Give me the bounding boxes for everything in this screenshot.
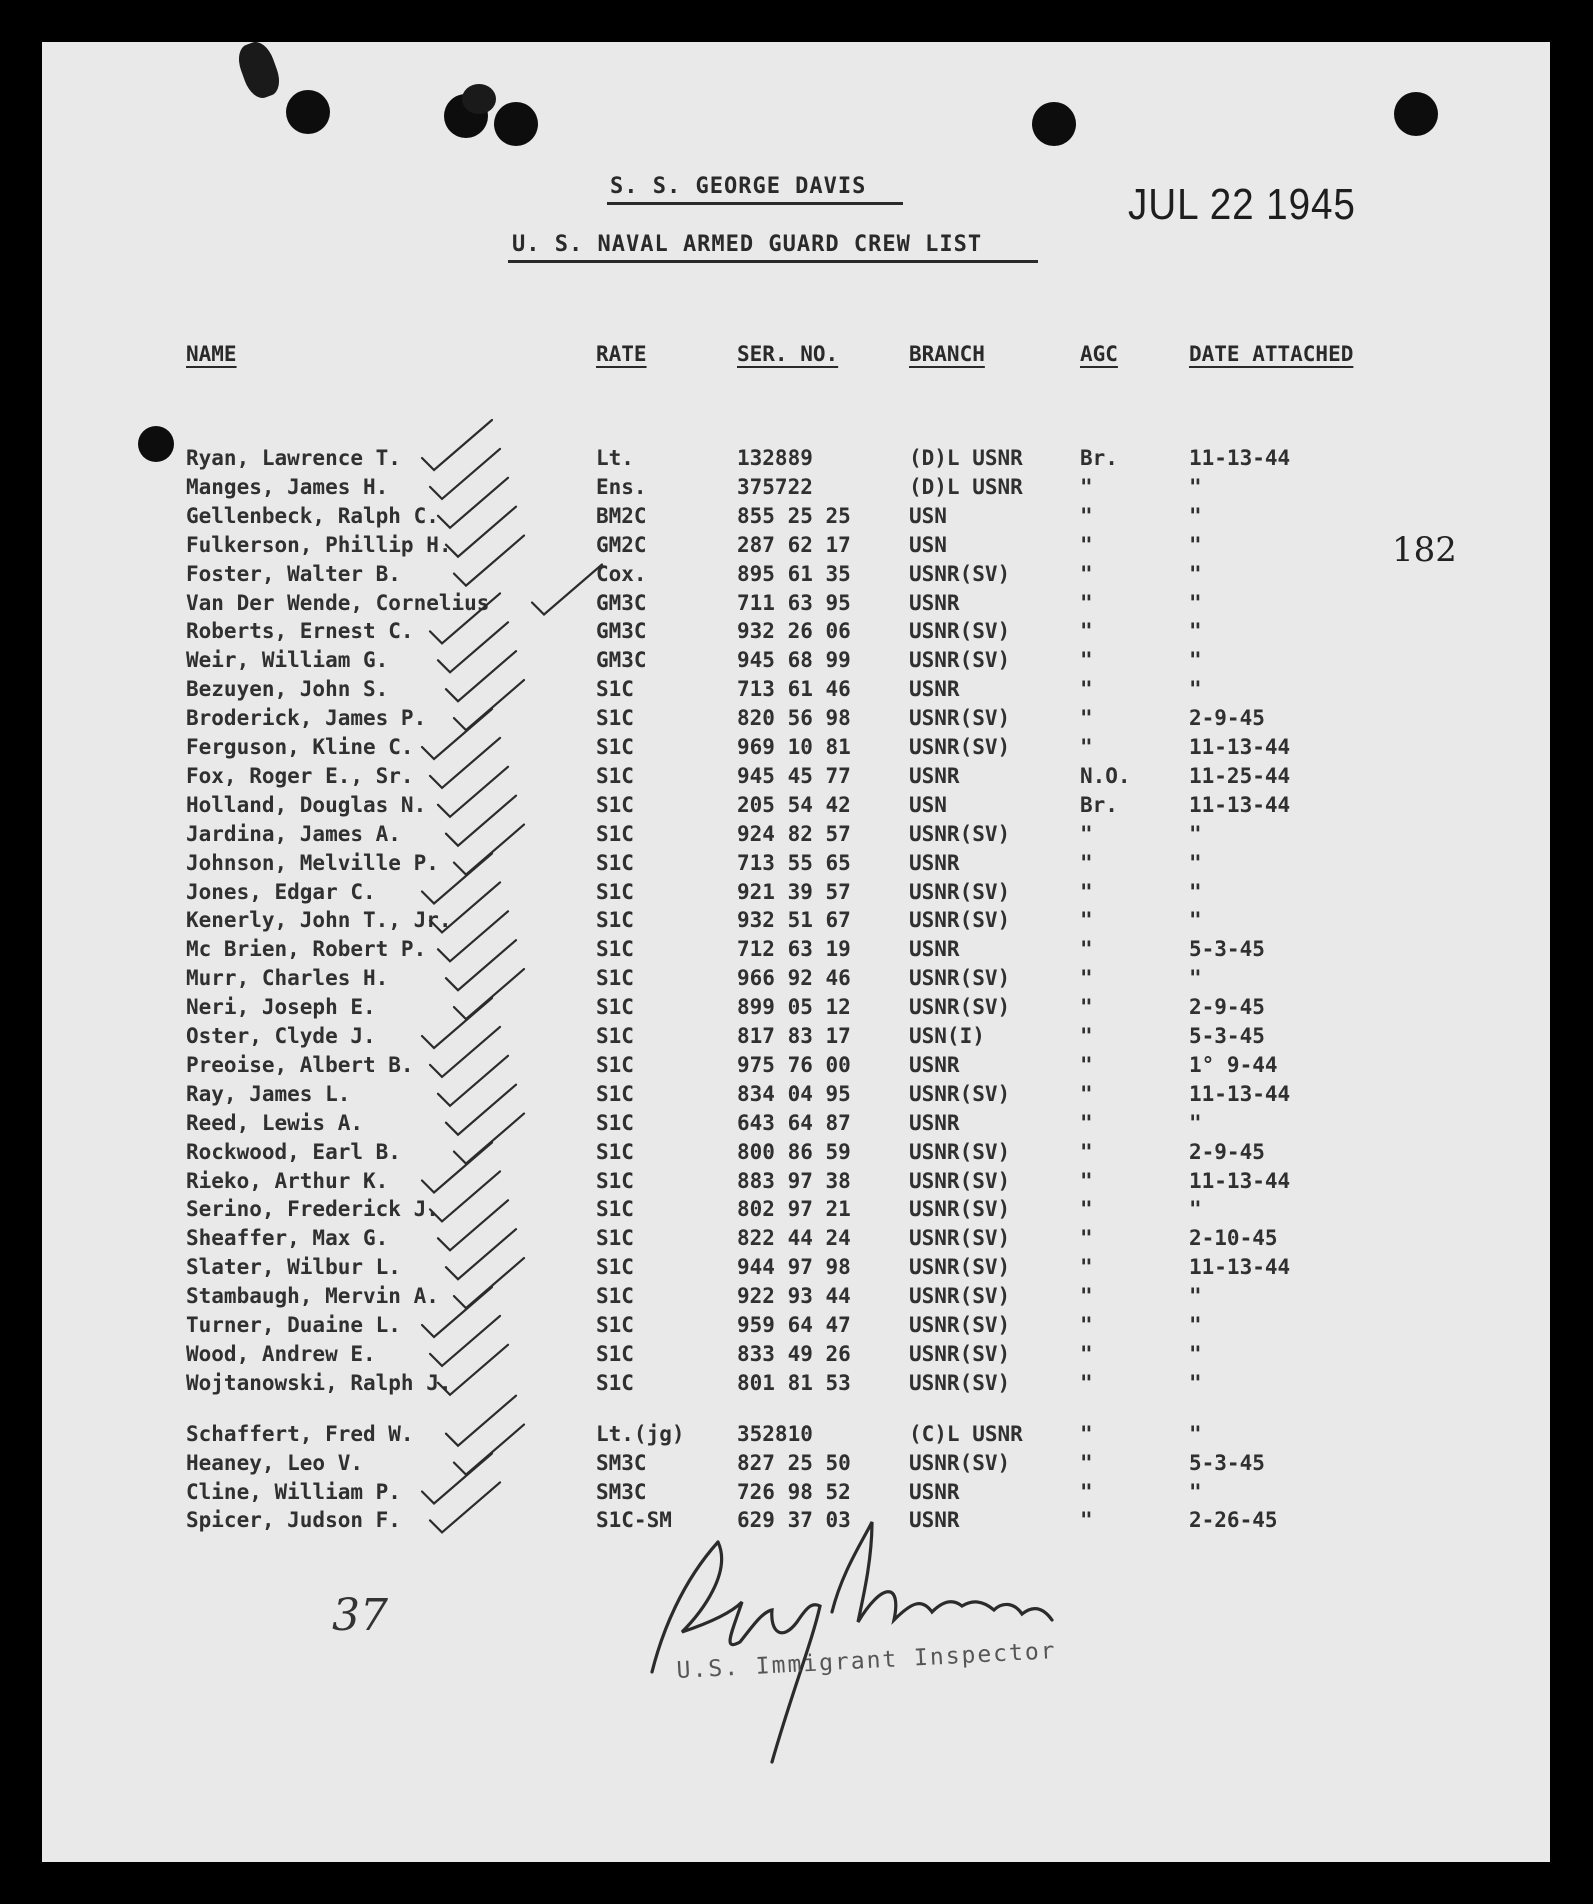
crew-agc: ": [1080, 1450, 1093, 1475]
crew-name: Rockwood, Earl B.: [186, 1139, 401, 1164]
crew-name: Kenerly, John T., Jr.: [186, 908, 452, 933]
crew-serial-number: 712 63 19: [737, 937, 851, 962]
crew-date-attached: ": [1189, 1197, 1202, 1222]
crew-agc: ": [1080, 1508, 1093, 1533]
crew-rate: S1C: [596, 879, 634, 904]
crew-branch: USN: [909, 503, 947, 528]
crew-branch: USNR(SV): [909, 879, 1011, 904]
check-mark: [430, 882, 500, 932]
crew-name: Fulkerson, Phillip H.: [186, 532, 452, 557]
crew-agc: ": [1080, 850, 1093, 875]
crew-agc: ": [1080, 677, 1093, 702]
crew-agc: ": [1080, 937, 1093, 962]
crew-date-attached: ": [1189, 879, 1202, 904]
crew-rate: S1C: [596, 995, 634, 1020]
crew-branch: USNR(SV): [909, 1284, 1011, 1309]
crew-serial-number: 827 25 50: [737, 1450, 851, 1475]
crew-rate: GM3C: [596, 648, 647, 673]
crew-serial-number: 132889: [737, 446, 813, 470]
crew-date-attached: ": [1189, 619, 1202, 644]
crew-name: Ferguson, Kline C.: [186, 735, 414, 759]
crew-agc: ": [1080, 503, 1093, 528]
check-mark: [430, 449, 500, 499]
col-header-ser-no: SER. NO.: [737, 342, 839, 366]
crew-date-attached: ": [1189, 1110, 1202, 1135]
check-mark: [446, 1085, 516, 1135]
crew-rate: S1C: [596, 850, 634, 875]
crew-agc: ": [1080, 821, 1093, 846]
crew-branch: USNR(SV): [909, 1168, 1011, 1193]
crew-branch: USN: [909, 792, 947, 817]
crew-date-attached: ": [1189, 532, 1202, 557]
col-header-agc: AGC: [1080, 342, 1118, 366]
crew-serial-number: 802 97 21: [737, 1197, 851, 1222]
ship-name: S. S. GEORGE DAVIS: [610, 174, 867, 199]
crew-branch: USNR(SV): [909, 1341, 1011, 1366]
check-mark: [446, 507, 516, 557]
crew-branch: USNR(SV): [909, 1313, 1011, 1337]
crew-rate: GM2C: [596, 532, 647, 557]
crew-serial-number: 713 61 46: [737, 677, 851, 702]
crew-date-attached: 11-13-44: [1189, 446, 1291, 470]
crew-name: Spicer, Judson F.: [186, 1508, 401, 1533]
crew-agc: ": [1080, 648, 1093, 673]
crew-date-attached: 11-13-44: [1189, 735, 1291, 759]
crew-serial-number: 969 10 81: [737, 735, 851, 759]
crew-date-attached: ": [1189, 1370, 1202, 1395]
signature: [622, 1502, 1142, 1782]
crew-branch: USNR(SV): [909, 648, 1011, 673]
crew-rate: SM3C: [596, 1479, 647, 1504]
crew-name: Jones, Edgar C.: [186, 879, 376, 904]
crew-agc: ": [1080, 532, 1093, 557]
crew-name: Serino, Frederick J.: [186, 1197, 439, 1222]
crew-serial-number: 713 55 65: [737, 850, 851, 875]
crew-name: Fox, Roger E., Sr.: [186, 763, 414, 788]
crew-name: Ryan, Lawrence T.: [186, 446, 401, 470]
crew-rate: S1C: [596, 792, 634, 817]
crew-serial-number: 822 44 24: [737, 1226, 851, 1251]
crew-date-attached: ": [1189, 1479, 1202, 1504]
check-mark: [438, 767, 508, 817]
crew-date-attached: ": [1189, 1313, 1202, 1337]
crew-name: Murr, Charles H.: [186, 966, 389, 991]
crew-date-attached: ": [1189, 1341, 1202, 1366]
crew-date-attached: ": [1189, 850, 1202, 875]
crew-branch: USNR(SV): [909, 995, 1011, 1020]
crew-date-attached: 1° 9-44: [1189, 1052, 1278, 1077]
crew-rate: S1C: [596, 821, 634, 846]
crew-branch: USNR: [909, 763, 960, 788]
crew-date-attached: 5-3-45: [1189, 1450, 1265, 1475]
check-mark: [454, 1258, 524, 1308]
crew-branch: USNR(SV): [909, 821, 1011, 846]
crew-name: Holland, Douglas N.: [186, 792, 427, 817]
crew-name: Heaney, Leo V.: [186, 1450, 364, 1475]
crew-serial-number: 883 97 38: [737, 1168, 851, 1193]
crew-date-attached: ": [1189, 561, 1202, 586]
crew-rate: S1C: [596, 1284, 634, 1309]
crew-date-attached: ": [1189, 908, 1202, 933]
crew-serial-number: 932 51 67: [737, 908, 851, 933]
document-page: [42, 42, 1550, 1862]
crew-name: Broderick, James P.: [186, 706, 427, 731]
check-mark: [430, 1482, 500, 1532]
crew-serial-number: 855 25 25: [737, 503, 851, 528]
crew-branch: USNR(SV): [909, 908, 1011, 933]
crew-date-attached: ": [1189, 1421, 1202, 1446]
crew-name: Van Der Wende, Cornelius: [186, 590, 490, 615]
crew-serial-number: 899 05 12: [737, 995, 851, 1020]
crew-branch: USNR: [909, 937, 960, 962]
crew-serial-number: 921 39 57: [737, 879, 851, 904]
crew-serial-number: 922 93 44: [737, 1284, 851, 1309]
crew-serial-number: 205 54 42: [737, 792, 851, 817]
crew-date-attached: 2-9-45: [1189, 706, 1265, 731]
crew-date-attached: 2-9-45: [1189, 995, 1265, 1020]
crew-date-attached: ": [1189, 677, 1202, 702]
crew-rate: S1C: [596, 677, 634, 702]
crew-serial-number: 945 45 77: [737, 763, 851, 788]
crew-name: Oster, Clyde J.: [186, 1024, 376, 1048]
crew-serial-number: 924 82 57: [737, 821, 851, 846]
crew-rate: S1C: [596, 706, 634, 731]
check-mark: [438, 911, 508, 961]
crew-branch: (D)L USNR: [909, 474, 1023, 499]
check-mark: [446, 940, 516, 990]
crew-branch: USNR: [909, 850, 960, 875]
crew-date-attached: 2-9-45: [1189, 1139, 1265, 1164]
crew-branch: USNR: [909, 1508, 960, 1533]
crew-serial-number: 800 86 59: [737, 1139, 851, 1164]
check-mark: [430, 1316, 500, 1366]
crew-branch: (C)L USNR: [909, 1421, 1023, 1446]
check-mark: [454, 680, 524, 730]
crew-rate: S1C: [596, 1313, 634, 1337]
crew-branch: USNR(SV): [909, 1197, 1011, 1222]
crew-serial-number: 711 63 95: [737, 590, 851, 615]
crew-rate: S1C: [596, 1341, 634, 1366]
crew-date-attached: 11-13-44: [1189, 1168, 1291, 1193]
crew-rate: S1C: [596, 937, 634, 962]
crew-serial-number: 945 68 99: [737, 648, 851, 673]
col-header-date-attached: DATE ATTACHED: [1189, 342, 1354, 366]
crew-date-attached: 2-10-45: [1189, 1226, 1278, 1251]
crew-branch: USNR(SV): [909, 966, 1011, 991]
crew-branch: USNR(SV): [909, 1370, 1011, 1395]
crew-name: Preoise, Albert B.: [186, 1052, 414, 1077]
crew-date-attached: 5-3-45: [1189, 1024, 1265, 1048]
crew-serial-number: 643 64 87: [737, 1110, 851, 1135]
crew-branch: USNR(SV): [909, 1450, 1011, 1475]
crew-agc: ": [1080, 1197, 1093, 1222]
crew-date-attached: 11-25-44: [1189, 763, 1291, 788]
crew-agc: Br.: [1080, 792, 1118, 817]
crew-agc: ": [1080, 1139, 1093, 1164]
crew-agc: ": [1080, 1313, 1093, 1337]
check-mark: [422, 420, 492, 470]
check-mark: [430, 1171, 500, 1221]
crew-name: Cline, William P.: [186, 1479, 401, 1504]
crew-serial-number: 820 56 98: [737, 706, 851, 731]
crew-name: Wood, Andrew E.: [186, 1341, 376, 1366]
crew-serial-number: 726 98 52: [737, 1479, 851, 1504]
crew-date-attached: ": [1189, 503, 1202, 528]
crew-serial-number: 817 83 17: [737, 1024, 851, 1048]
crew-rate: S1C: [596, 1139, 634, 1164]
crew-agc: ": [1080, 1284, 1093, 1309]
crew-agc: ": [1080, 1255, 1093, 1280]
check-mark: [454, 1114, 524, 1164]
crew-date-attached: ": [1189, 590, 1202, 615]
crew-agc: ": [1080, 561, 1093, 586]
crew-rate: Cox.: [596, 561, 647, 586]
crew-rate: GM3C: [596, 619, 647, 644]
crew-agc: ": [1080, 474, 1093, 499]
crew-agc: ": [1080, 619, 1093, 644]
crew-rate: Lt.: [596, 446, 634, 470]
crew-agc: ": [1080, 966, 1093, 991]
crew-rate: S1C: [596, 1255, 634, 1280]
crew-name: Foster, Walter B.: [186, 561, 401, 586]
crew-rate: S1C: [596, 908, 634, 933]
crew-agc: ": [1080, 1168, 1093, 1193]
crew-agc: ": [1080, 1341, 1093, 1366]
crew-date-attached: ": [1189, 966, 1202, 991]
crew-name: Schaffert, Fred W.: [186, 1421, 414, 1446]
crew-agc: ": [1080, 1370, 1093, 1395]
crew-branch: USNR: [909, 590, 960, 615]
crew-rate: BM2C: [596, 503, 647, 528]
crew-serial-number: 834 04 95: [737, 1081, 851, 1106]
crew-agc: ": [1080, 908, 1093, 933]
crew-branch: USNR: [909, 1052, 960, 1077]
crew-branch: USNR: [909, 1110, 960, 1135]
check-mark: [438, 622, 508, 672]
crew-branch: USN: [909, 532, 947, 557]
handwritten-count: 37: [332, 1590, 388, 1641]
col-header-rate: RATE: [596, 342, 647, 366]
check-mark: [430, 593, 500, 643]
col-header-name: NAME: [186, 342, 237, 366]
crew-agc: ": [1080, 1024, 1093, 1048]
crew-serial-number: 801 81 53: [737, 1370, 851, 1395]
check-mark: [454, 969, 524, 1019]
crew-serial-number: 352810: [737, 1421, 813, 1446]
crew-name: Mc Brien, Robert P.: [186, 937, 427, 962]
crew-rate: SM3C: [596, 1450, 647, 1475]
check-mark: [446, 796, 516, 846]
crew-agc: ": [1080, 879, 1093, 904]
crew-branch: USNR(SV): [909, 735, 1011, 759]
check-mark: [454, 825, 524, 875]
crew-agc: ": [1080, 1110, 1093, 1135]
col-header-branch: BRANCH: [909, 342, 985, 366]
crew-rate: S1C: [596, 1197, 634, 1222]
crew-rate: S1C: [596, 1024, 634, 1048]
crew-branch: USNR(SV): [909, 561, 1011, 586]
check-mark: [438, 1056, 508, 1106]
crew-agc: ": [1080, 706, 1093, 731]
check-mark: [438, 478, 508, 528]
crew-serial-number: 287 62 17: [737, 532, 851, 557]
inspector-title: U.S. Immigrant Inspector: [676, 1638, 1058, 1684]
crew-rate: S1C: [596, 1168, 634, 1193]
crew-serial-number: 966 92 46: [737, 966, 851, 991]
crew-branch: USNR: [909, 1479, 960, 1504]
crew-agc: N.O.: [1080, 763, 1131, 788]
crew-branch: USNR(SV): [909, 619, 1011, 644]
crew-name: Reed, Lewis A.: [186, 1110, 364, 1135]
crew-name: Ray, James L.: [186, 1081, 351, 1106]
crew-date-attached: ": [1189, 821, 1202, 846]
crew-agc: ": [1080, 1081, 1093, 1106]
check-mark: [446, 651, 516, 701]
check-mark: [438, 1200, 508, 1250]
crew-rate: S1C: [596, 763, 634, 788]
crew-branch: USNR(SV): [909, 1081, 1011, 1106]
crew-serial-number: 944 97 98: [737, 1255, 851, 1280]
crew-rate: S1C: [596, 1052, 634, 1077]
crew-branch: USNR: [909, 677, 960, 702]
crew-branch: USNR(SV): [909, 1255, 1011, 1280]
check-mark: [430, 738, 500, 788]
crew-name: Neri, Joseph E.: [186, 995, 376, 1020]
crew-agc: ": [1080, 1052, 1093, 1077]
crew-name: Weir, William G.: [186, 648, 389, 673]
crew-serial-number: 895 61 35: [737, 561, 851, 586]
crew-name: Stambaugh, Mervin A.: [186, 1284, 439, 1309]
crew-rate: Ens.: [596, 474, 647, 499]
crew-date-attached: 2-26-45: [1189, 1508, 1278, 1533]
crew-serial-number: 959 64 47: [737, 1313, 851, 1337]
check-mark: [438, 1345, 508, 1395]
crew-agc: ": [1080, 735, 1093, 759]
check-mark: [532, 565, 602, 615]
crew-name: Roberts, Ernest C.: [186, 619, 414, 644]
crew-agc: ": [1080, 995, 1093, 1020]
crew-agc: ": [1080, 1479, 1093, 1504]
crew-name: Jardina, James A.: [186, 821, 401, 846]
crew-name: Slater, Wilbur L.: [186, 1255, 401, 1280]
crew-name: Bezuyen, John S.: [186, 677, 389, 702]
crew-agc: ": [1080, 1421, 1093, 1446]
crew-rate: S1C: [596, 735, 634, 759]
crew-rate: GM3C: [596, 590, 647, 615]
crew-serial-number: 932 26 06: [737, 619, 851, 644]
crew-branch: USN(I): [909, 1024, 985, 1048]
crew-rate: Lt.(jg): [596, 1421, 685, 1446]
crew-date-attached: 5-3-45: [1189, 937, 1265, 962]
crew-date-attached: ": [1189, 474, 1202, 499]
crew-serial-number: 629 37 03: [737, 1508, 851, 1533]
crew-agc: Br.: [1080, 446, 1118, 470]
check-mark: [430, 1027, 500, 1077]
crew-serial-number: 833 49 26: [737, 1341, 851, 1366]
crew-date-attached: ": [1189, 648, 1202, 673]
document-title: U. S. NAVAL ARMED GUARD CREW LIST: [512, 232, 983, 257]
crew-name: Gellenbeck, Ralph C.: [186, 503, 439, 528]
crew-name: Manges, James H.: [186, 474, 389, 499]
crew-branch: (D)L USNR: [909, 446, 1023, 470]
date-stamp: JUL 22 1945: [1128, 180, 1356, 229]
crew-rate: S1C: [596, 1081, 634, 1106]
crew-name: Sheaffer, Max G.: [186, 1226, 389, 1251]
crew-agc: ": [1080, 1226, 1093, 1251]
crew-branch: USNR(SV): [909, 1139, 1011, 1164]
check-mark: [446, 1229, 516, 1279]
crew-rate: S1C: [596, 1226, 634, 1251]
check-mark: [446, 1396, 516, 1446]
crew-name: Wojtanowski, Ralph J.: [186, 1370, 452, 1395]
crew-agc: ": [1080, 590, 1093, 615]
crew-name: Rieko, Arthur K.: [186, 1168, 389, 1193]
crew-serial-number: 975 76 00: [737, 1052, 851, 1077]
crew-branch: USNR(SV): [909, 706, 1011, 731]
crew-name: Johnson, Melville P.: [186, 850, 439, 875]
crew-date-attached: 11-13-44: [1189, 792, 1291, 817]
crew-name: Turner, Duaine L.: [186, 1313, 401, 1337]
crew-rate: S1C: [596, 1370, 634, 1395]
crew-date-attached: 11-13-44: [1189, 1081, 1291, 1106]
check-mark: [454, 1425, 524, 1475]
crew-branch: USNR(SV): [909, 1226, 1011, 1251]
check-mark: [454, 536, 524, 586]
crew-date-attached: 11-13-44: [1189, 1255, 1291, 1280]
page-number: 182: [1392, 530, 1457, 570]
crew-rate: S1C-SM: [596, 1508, 672, 1533]
crew-rate: S1C: [596, 1110, 634, 1135]
crew-rate: S1C: [596, 966, 634, 991]
crew-serial-number: 375722: [737, 474, 813, 499]
crew-date-attached: ": [1189, 1284, 1202, 1309]
